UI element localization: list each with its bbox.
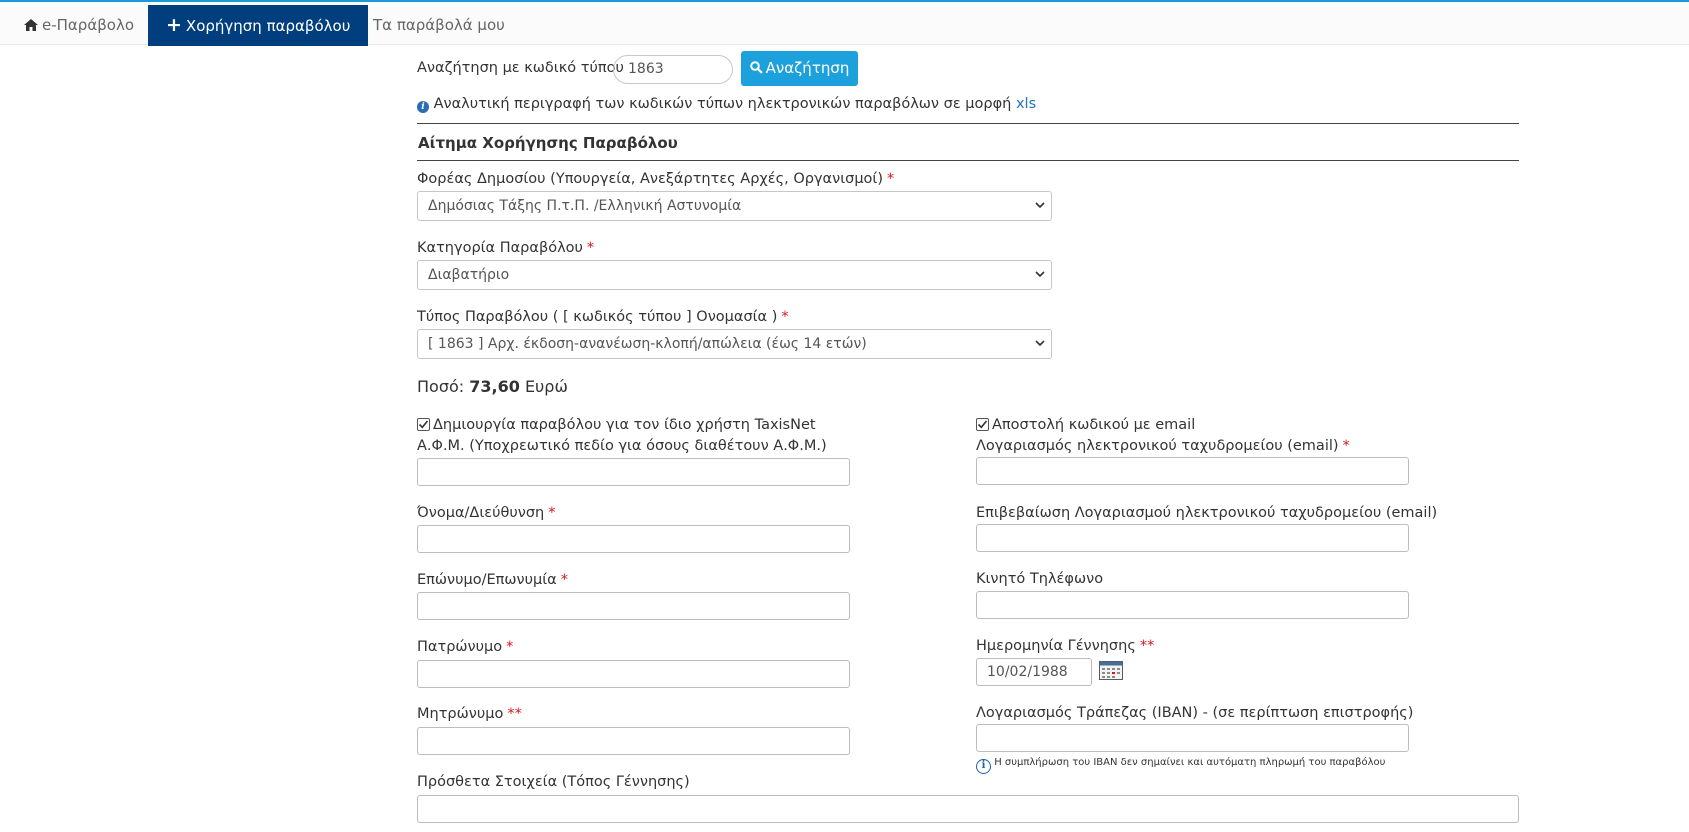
- nav-create-label: Χορήγηση παραβόλου: [185, 17, 351, 35]
- search-button-label: Αναζήτηση: [765, 59, 850, 77]
- info-icon: i: [976, 759, 991, 774]
- search-input[interactable]: 1863: [613, 55, 733, 84]
- checkmark-icon: [418, 419, 429, 430]
- surname-label: [417, 572, 568, 588]
- required-mark: *: [886, 171, 895, 187]
- iban-input[interactable]: [976, 724, 1409, 752]
- search-button[interactable]: [741, 51, 858, 86]
- dob-label-text: Ημερομηνία Γέννησης: [976, 638, 1136, 654]
- divider-bottom: [417, 160, 1519, 161]
- category-label: [417, 240, 594, 256]
- agency-select[interactable]: [417, 191, 1052, 221]
- category-label-text: Κατηγορία Παραβόλου: [417, 240, 583, 256]
- chevron-down-icon: [1035, 338, 1045, 348]
- email-input[interactable]: [976, 457, 1409, 485]
- extra-info-label: Πρόσθετα Στοιχεία (Τόπος Γέννησης): [417, 774, 690, 790]
- afm-input[interactable]: [417, 458, 850, 486]
- home-icon: [24, 19, 38, 31]
- double-required-mark: **: [1139, 638, 1155, 654]
- type-label-text: Τύπος Παραβόλου ( [ κωδικός τύπου ] Ονομασία ): [417, 309, 778, 325]
- codes-info-text: Αναλυτική περιγραφή των κωδικών τύπων ηλεκτρονικών παραβόλων σε μορφή: [433, 96, 1012, 112]
- amount: [417, 377, 568, 396]
- nav-home[interactable]: [6, 5, 152, 46]
- type-label: [417, 309, 789, 325]
- email-confirm-label: Επιβεβαίωση Λογαριασμού ηλεκτρονικού ταχυδρομείου (email): [976, 505, 1438, 521]
- chevron-down-icon: [1035, 200, 1045, 210]
- agency-label: [417, 171, 894, 187]
- father-name-label-text: Πατρώνυμο: [417, 639, 503, 655]
- mother-name-input[interactable]: [417, 727, 850, 755]
- surname-label-text: Επώνυμο/Επωνυμία: [417, 572, 557, 588]
- nav-create[interactable]: [148, 5, 368, 46]
- afm-label: Α.Φ.Μ. (Υποχρεωτικό πεδίο για όσους διαθέτουν Α.Φ.Μ.): [417, 438, 827, 454]
- amount-label: Ποσό:: [417, 377, 465, 396]
- navbar: [0, 2, 1689, 45]
- xls-link[interactable]: xls: [1015, 96, 1037, 112]
- same-user-checkbox-label: Δημιουργία παραβόλου για τον ίδιο χρήστη TaxisNet: [433, 417, 816, 433]
- plus-icon: +: [166, 14, 182, 36]
- name-input[interactable]: [417, 525, 850, 553]
- required-mark: *: [1342, 438, 1350, 454]
- type-select-value: [ 1863 ] Αρχ. έκδοση-ανανέωση-κλοπή/απώλεια (έως 14 ετών): [428, 336, 867, 352]
- send-email-checkbox[interactable]: [976, 418, 989, 431]
- dob-label: [976, 638, 1154, 654]
- required-mark: *: [548, 505, 556, 521]
- required-mark: *: [506, 639, 514, 655]
- category-select-value: Διαβατήριο: [428, 267, 510, 283]
- surname-input[interactable]: [417, 592, 850, 620]
- mother-name-label-text: Μητρώνυμο: [417, 706, 504, 722]
- iban-note: [976, 757, 1385, 774]
- divider-top: [417, 123, 1519, 124]
- double-required-mark: **: [507, 706, 522, 722]
- same-user-checkbox-row[interactable]: [417, 417, 816, 433]
- agency-select-value: Δημόσιας Τάξης Π.τ.Π. /Ελληνική Αστυνομία: [428, 198, 742, 214]
- mobile-input[interactable]: [976, 591, 1409, 619]
- nav-home-label: e-Παράβολο: [42, 16, 135, 34]
- type-select[interactable]: [417, 329, 1052, 359]
- agency-label-text: Φορέας Δημοσίου (Υπουργεία, Ανεξάρτητες Αρχές, Οργανισμοί): [417, 171, 883, 187]
- amount-currency: Ευρώ: [524, 377, 568, 396]
- required-mark: *: [560, 572, 568, 588]
- email-label: [976, 438, 1350, 454]
- email-label-text: Λογαριασμός ηλεκτρονικού ταχυδρομείου (email): [976, 438, 1339, 454]
- father-name-label: [417, 639, 513, 655]
- calendar-icon[interactable]: [1099, 661, 1123, 680]
- checkmark-icon: [977, 419, 988, 430]
- name-label-text: Όνομα/Διεύθυνση: [417, 505, 545, 521]
- name-label: [417, 505, 555, 521]
- father-name-input[interactable]: [417, 660, 850, 688]
- iban-note-text: Η συμπλήρωση του IBAN δεν σημαίνει και αυτόματη πληρωμή του παραβόλου: [994, 757, 1386, 768]
- required-mark: *: [781, 309, 789, 325]
- iban-label: Λογαριασμός Τράπεζας (IBAN) - (σε περίπτωση επιστροφής): [976, 705, 1414, 721]
- search-label: Αναζήτηση με κωδικό τύπου: [417, 60, 624, 76]
- mother-name-label: [417, 706, 522, 722]
- dob-input[interactable]: 10/02/1988: [976, 658, 1092, 686]
- mobile-label: Κινητό Τηλέφωνο: [976, 571, 1104, 587]
- email-confirm-input[interactable]: [976, 524, 1409, 552]
- chevron-down-icon: [1035, 269, 1045, 279]
- search-icon: [750, 61, 763, 74]
- same-user-checkbox[interactable]: [417, 418, 430, 431]
- required-mark: *: [586, 240, 595, 256]
- nav-my-fees[interactable]: [355, 5, 523, 46]
- codes-info: [417, 96, 1036, 113]
- send-email-checkbox-label: Αποστολή κωδικού με email: [992, 417, 1196, 433]
- section-title: Αίτημα Χορήγησης Παραβόλου: [418, 134, 678, 152]
- category-select[interactable]: [417, 260, 1052, 290]
- amount-value: 73,60: [469, 377, 520, 396]
- send-email-checkbox-row[interactable]: [976, 417, 1195, 433]
- extra-info-input[interactable]: [417, 795, 1519, 823]
- info-icon: i: [417, 101, 429, 113]
- nav-my-fees-label: Τα παράβολά μου: [373, 16, 505, 34]
